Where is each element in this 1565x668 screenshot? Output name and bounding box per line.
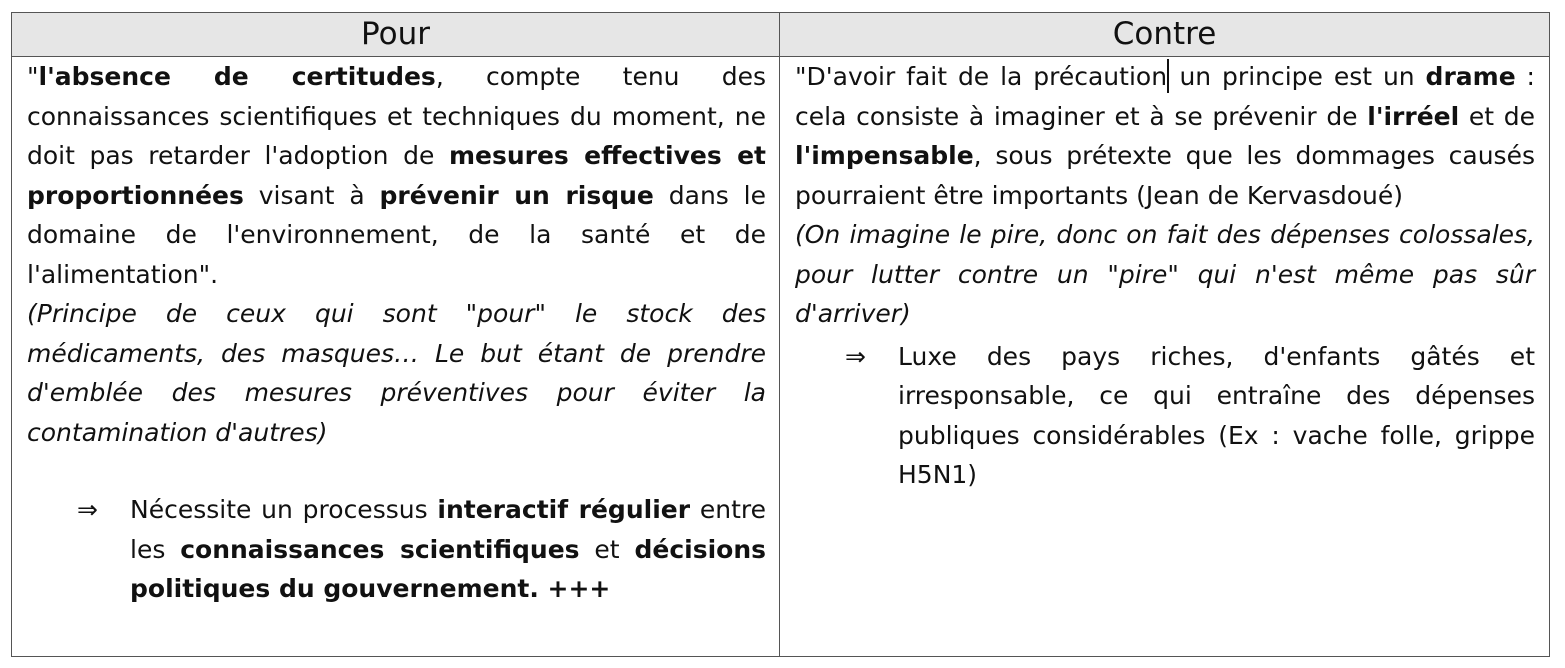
contre-cell — [780, 57, 1550, 657]
pour-conclusion-bold-2: connaissances scientifiques — [180, 534, 580, 564]
contre-conclusion — [795, 337, 1535, 495]
pour-quote — [27, 57, 766, 294]
contre-quote-text-2: un principe est un — [1168, 62, 1426, 91]
pour-quote-text-3: visant à — [243, 180, 380, 210]
contre-quote — [795, 57, 1535, 215]
header-row — [12, 13, 1550, 57]
contre-quote-bold-2: l'irréel — [1367, 101, 1460, 131]
pour-quote-bold-3: prévenir un risque — [379, 180, 654, 210]
pour-conclusion-text-1: Nécessite un processus — [130, 495, 438, 524]
contre-quote-text-5: , sous prétexte que les dommages causés pourraient être importants (Jean de Kervasdoué) — [795, 141, 1535, 210]
header-contre: Contre — [780, 13, 1550, 57]
contre-quote-text-1: "D'avoir fait de la précaution — [795, 62, 1168, 91]
pour-quote-bold-1: l'absence de certitudes — [38, 62, 436, 91]
pour-cell — [12, 57, 780, 657]
contre-quote-bold-3: l'impensable — [795, 141, 974, 170]
pour-quote-text-1: " — [27, 62, 39, 91]
contre-quote-text-4: et de — [1459, 101, 1536, 131]
pour-conclusion-text-2: entre les — [130, 495, 766, 564]
contre-quote-bold-1: drame — [1425, 62, 1516, 91]
header-pour: Pour — [12, 13, 780, 57]
pour-quote-text-2: , compte tenu des connaissances scientifiques et techniques du moment, ne doit pas retarder l'adoption de — [27, 62, 766, 170]
pour-contre-table — [11, 12, 1550, 657]
pour-conclusion-bold-3: décisions politiques du gouvernement. +++ — [130, 534, 767, 603]
implies-arrow-icon: ⇒ — [77, 495, 98, 524]
contre-conclusion-text: Luxe des pays riches, d'enfants gâtés et irresponsable, ce qui entraîne des dépenses publiques considérables (Ex : vache folle, grippe H5N1) — [898, 341, 1535, 489]
body-row — [12, 57, 1550, 657]
pour-conclusion-text-3: et — [579, 534, 635, 564]
pour-conclusion-bold-1: interactif régulier — [437, 495, 691, 524]
implies-arrow-icon: ⇒ — [845, 341, 866, 371]
pour-conclusion-text — [130, 490, 766, 609]
pour-quote-text-4: dans le domaine de l'environnement, de la santé et de l'alimentation". — [27, 180, 767, 289]
pour-spacer — [27, 452, 766, 490]
pour-conclusion — [27, 490, 766, 609]
contre-quote-text-3: : cela consiste à imaginer et à se prévenir de — [795, 62, 1535, 131]
contre-note: (On imagine le pire, donc on fait des dépenses colossales, pour lutter contre un "pire" qui n'est même pas sûr d'arriver) — [795, 220, 1535, 328]
pour-quote-bold-2: mesures effectives et proportionnées — [27, 141, 766, 210]
pour-note: (Principe de ceux qui sont "pour" le stock des médicaments, des masques… Le but étant de prendre d'emblée des mesures préventives pour éviter la contamination d'autres) — [27, 299, 766, 447]
